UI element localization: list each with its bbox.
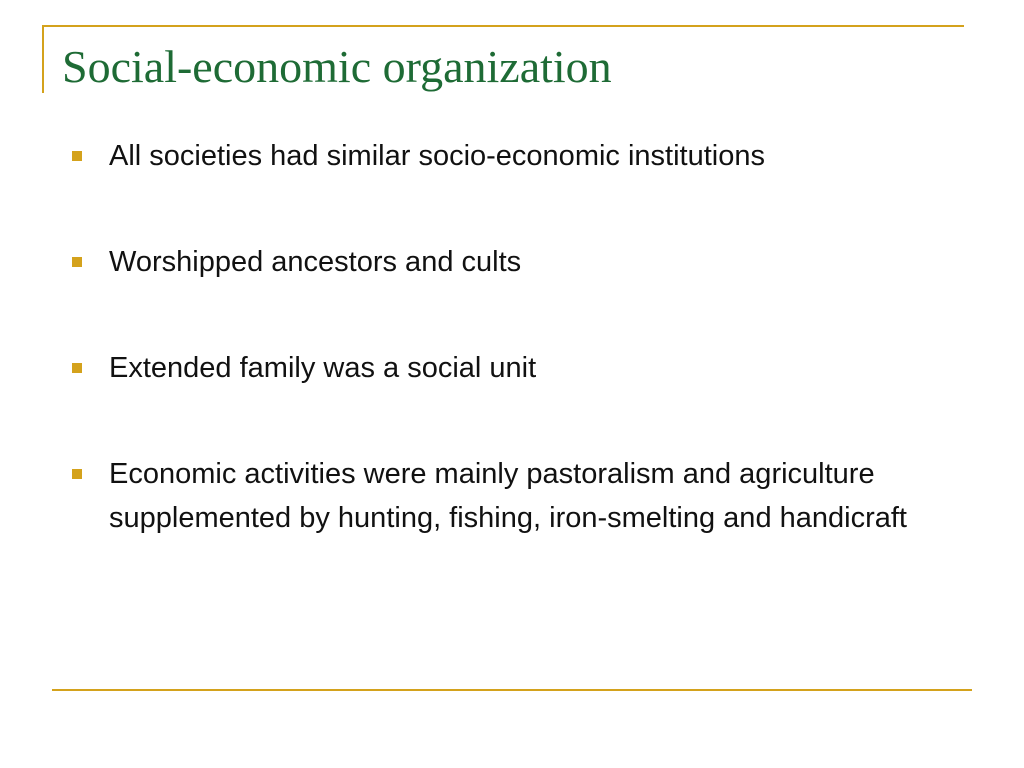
square-bullet-icon	[72, 469, 82, 479]
square-bullet-icon	[72, 257, 82, 267]
bullet-item	[72, 452, 952, 540]
frame-top-line	[42, 25, 964, 27]
slide-title: Social-economic organization	[62, 41, 612, 92]
bullet-text: Worshipped ancestors and cults	[109, 246, 522, 278]
bullet-text: Economic activities were mainly pastoralism and agriculture supplemented by hunting, fishing, iron-smelting and handicraft	[109, 458, 907, 534]
frame-left-line	[42, 25, 44, 93]
square-bullet-icon	[72, 363, 82, 373]
bullet-list	[72, 134, 952, 540]
bullet-text: Extended family was a social unit	[109, 352, 537, 384]
bullet-item	[72, 346, 952, 390]
bullet-text: All societies had similar socio-economic institutions	[109, 140, 765, 172]
bullet-item	[72, 240, 952, 284]
square-bullet-icon	[72, 151, 82, 161]
bullet-item	[72, 134, 952, 178]
frame-bottom-line	[52, 689, 972, 691]
